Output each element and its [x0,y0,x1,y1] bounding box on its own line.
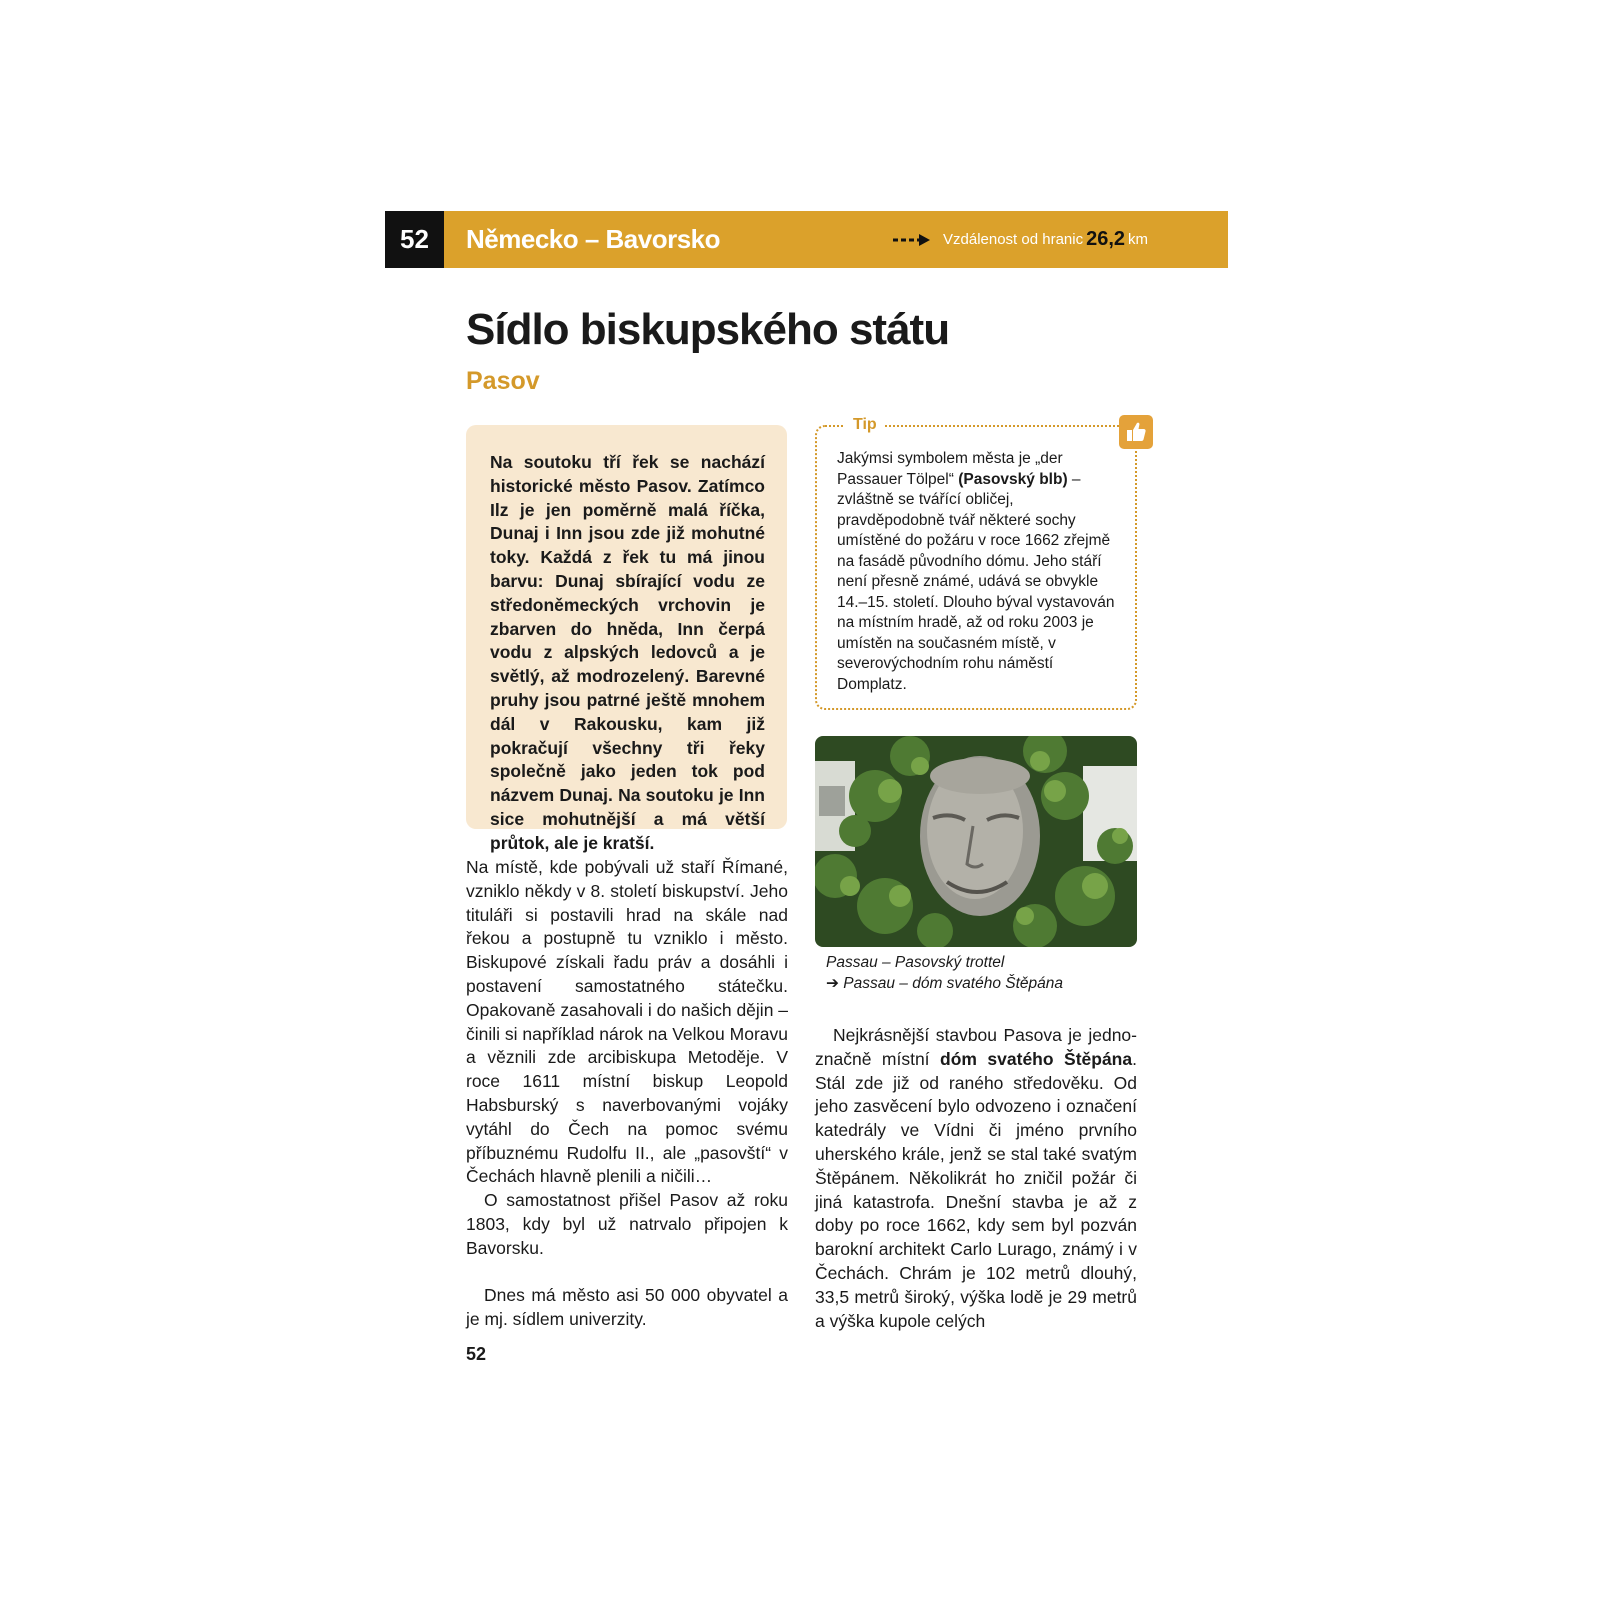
paragraph-text: Nejkrásnější stavbou Pasova je jednoznačně místní [815,1025,1137,1069]
thumbs-up-icon [1119,415,1153,449]
tip-text [837,449,1117,695]
intro-text: Na soutoku tří řek se nachází historické město Pasov. Zatímco Ilz je jen poměrně malá říčka, Dunaj i Inn jsou zde již mohutné toky. Každá z řek tu má jinou barvu: Dunaj sbírající vodu ze středoněmeckých vrchovin je zbarven do hněda, Inn čerpá vodu z alpských ledovců a je světlý, až modrozelený. Barevné pruhy jsou patrné ještě mnohem dál v Rakousku, kam již pokračují všechny tři řeky společně jako jeden tok pod názvem Dunaj. Na soutoku je Inn sice mohutnější a má větší průtok, ale je kratší. [490,452,765,853]
stone-face-photo [815,736,1137,947]
body-paragraph: Na místě, kde pobývali už staří Římané, vzniklo někdy v 8. století biskupství. Jeho tituláři si postavili hrad na skále nad řekou a postupně tu vzniklo i město. Biskupové získali řadu práv a dosáhli i postavení samostatného státečku. Opakovaně zasahovali i do našich dějin – činili si například nárok na Velkou Moravu a věznili zde arcibiskupa Metoděje. V roce 1611 místní biskup Leopold Habsburský s naverbovanými vojáky vytáhl do Čech na pomoc svému příbuznému Rudolfu II., ale „pasovští“ v Čechách hlavně plenili a ničili… [466,857,789,1187]
tip-text-bold: (Pasovský blb) [958,470,1068,488]
caption-line-2: ➔ Passau – dóm svatého Štěpána [826,974,1064,992]
article-subtitle: Pasov [466,367,540,395]
header-page-number: 52 [385,211,444,268]
distance-value: 26,2 [1086,228,1126,250]
footer-page-number: 52 [466,1344,487,1364]
left-column [466,856,788,1332]
photo-caption [826,953,1063,994]
article-title: Sídlo biskupského státu [466,305,950,354]
body-paragraph: O samostatnost přišel Pasov až roku 1803, kdy byl už natrvalo připojen k Bavorsku. [466,1190,788,1258]
paragraph-bold: dóm svatého Štěpána [940,1048,1133,1069]
body-paragraph [815,1024,1137,1333]
tip-box [815,416,1137,710]
dashed-arrow-icon [893,233,931,247]
header-region: Německo – Bavorsko [466,224,721,254]
distance-label: Vzdálenost od hranic [943,231,1084,248]
right-column [815,1024,1137,1333]
caption-line-1: Passau – Pasovský trottel [826,954,1005,971]
tip-text-part2: – zvláštně se tvářící obličej, pravděpodobně tvář některé sochy umístěné do požáru v roce 1662 zřejmě na fasádě původního dómu. Jeho stáří není přesně známé, udává se obvykle 14.–15. století. Dlouho býval vystavován na místním hradě, až od roku 2003 je umístěn na současném místě, v severovýchodním rohu náměstí Domplatz. [837,470,1115,693]
distance-unit: km [1128,231,1149,248]
tip-label: Tip [845,413,885,437]
tip-text-part1: Jakýmsi symbolem města je „der Passauer Tölpel“ [837,450,1063,488]
paragraph-text: . Stál zde již od raného středověku. Od jeho zasvěcení bylo odvozeno i označení katedrály ve Vídni či jméno prvního uherského krále, jenž se stal také svatým Štěpánem. Několikrát ho zničil požár či jiná katastrofa. Dnešní stavba je až z doby po roce 1662, kdy sem byl pozván barokní architekt Carlo Lurago, známý i v Čechách. Chrám je 102 metrů dlouhý, 33,5 metrů široký, výška lodě je 29 metrů a výška kupole celých [815,1048,1137,1331]
header-distance [893,211,1148,268]
intro-box [466,425,787,853]
body-paragraph: Dnes má město asi 50 000 obyvatel a je mj. sídlem univerzity. [466,1285,788,1330]
